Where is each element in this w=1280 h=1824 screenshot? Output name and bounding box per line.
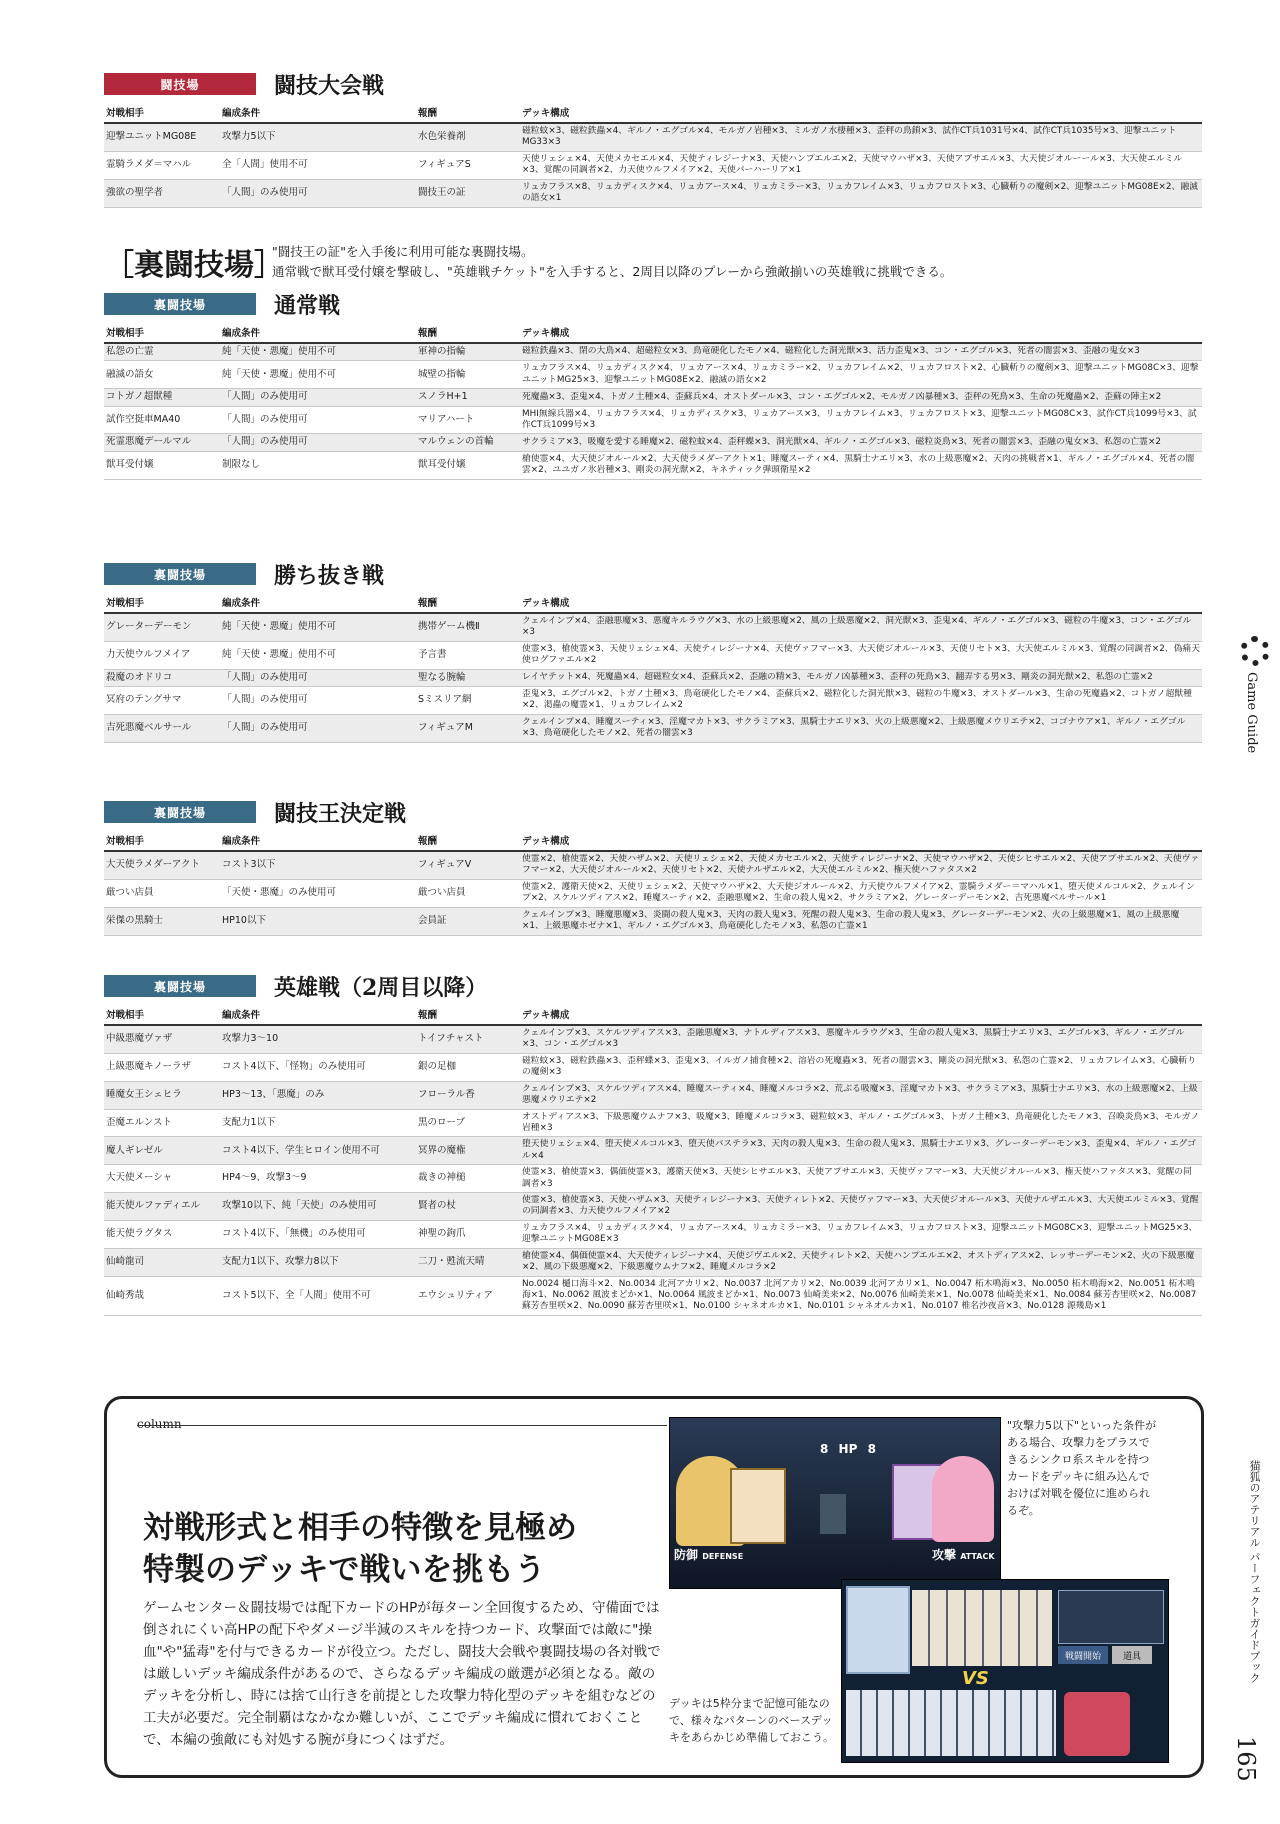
opponent-portrait bbox=[1064, 1692, 1130, 1756]
section-king-decider bbox=[104, 798, 1202, 936]
column-box bbox=[104, 1396, 1204, 1778]
attack-sub: ATTACK bbox=[960, 1552, 995, 1561]
cell-reward: 黒のローブ bbox=[416, 1109, 520, 1137]
cell-cond: 制限なし bbox=[220, 451, 416, 479]
cell-cond: HP10以下 bbox=[220, 907, 416, 935]
cell-opp: 中級悪魔ヴァザ bbox=[104, 1025, 220, 1053]
battle-table bbox=[104, 102, 1202, 208]
column-header-cond: 編成条件 bbox=[220, 322, 416, 343]
section-normal-battle bbox=[104, 290, 1202, 480]
column-header-deck: デッキ構成 bbox=[520, 1004, 1202, 1025]
ura-arena-intro bbox=[104, 236, 1194, 282]
hp-number-left: 8 bbox=[820, 1442, 829, 1456]
table-row bbox=[104, 1081, 1202, 1109]
table-row bbox=[104, 1053, 1202, 1081]
cell-reward: マリアハート bbox=[416, 406, 520, 434]
column-header-deck: デッキ構成 bbox=[520, 830, 1202, 851]
cell-deck: オストディアス×3、下級悪魔ウムナフ×3、吸魔×3、睡魔メルコラ×3、磁粒蚊×3、ギルノ・エグゴル×3、トガノ土種×3、鳥竜硬化したモノ×3、召喚炎鳥×3、モルガノ岩種×3 bbox=[520, 1109, 1202, 1137]
intro-line-1: "闘技王の証"を入手後に利用可能な裏闘技場。 bbox=[272, 244, 534, 259]
cell-reward: 会員証 bbox=[416, 907, 520, 935]
section-hero-battle bbox=[104, 972, 1202, 1316]
table-row bbox=[104, 1220, 1202, 1248]
table-row bbox=[104, 851, 1202, 879]
cell-cond: 支配力1以下、攻撃力8以下 bbox=[220, 1248, 416, 1276]
cell-reward: 携帯ゲーム機Ⅱ bbox=[416, 613, 520, 641]
table-row bbox=[104, 687, 1202, 715]
cell-reward: Sミスリア網 bbox=[416, 687, 520, 715]
cell-deck: レイヤテット×4、死魔蟲×4、超磁粒女×4、歪蘇兵×2、歪融の精×3、モルガノ凶暴種×3、歪秤の死鳥×3、翻弄する男×3、剛炎の洞光獣×2、私怨の亡霊×2 bbox=[520, 669, 1202, 686]
section-tag: 裏闘技場 bbox=[104, 801, 256, 823]
section-header bbox=[104, 798, 1202, 826]
section-header bbox=[104, 70, 1202, 98]
cell-reward: フィギュアS bbox=[416, 151, 520, 179]
table-row bbox=[104, 1193, 1202, 1221]
deck-info-panel bbox=[1058, 1590, 1164, 1644]
table-row bbox=[104, 389, 1202, 406]
defense-sub: DEFENSE bbox=[702, 1552, 744, 1561]
section-header bbox=[104, 290, 1202, 318]
cell-deck: 槍使霊×4、偶価使霊×4、大天使ティレジーナ×4、天使ジヴエル×2、天使ティレト×2、天使ハンプエルエ×2、オストディアス×2、レッサーデーモン×2、火の下級悪魔×2、風の下級悪魔×2、下級悪魔ウムナフ×2、睡魔メルコラ×2 bbox=[520, 1248, 1202, 1276]
table-row bbox=[104, 1165, 1202, 1193]
cell-opp: 大天使メーシャ bbox=[104, 1165, 220, 1193]
intro-text bbox=[272, 242, 952, 282]
cell-reward: 裁きの神槌 bbox=[416, 1165, 520, 1193]
cell-cond: 純「天使・悪魔」使用不可 bbox=[220, 641, 416, 669]
attack-text: 攻撃 bbox=[932, 1548, 957, 1562]
column-header-deck: デッキ構成 bbox=[520, 102, 1202, 123]
section-title: 英雄戦（2周目以降） bbox=[274, 974, 488, 1001]
cell-reward: 城壁の指輪 bbox=[416, 361, 520, 389]
cell-cond: HP4〜9、攻撃3〜9 bbox=[220, 1165, 416, 1193]
ura-arena-title: ［裏闘技場］ bbox=[104, 248, 284, 283]
column-header-opp: 対戦相手 bbox=[104, 592, 220, 613]
cell-reward: 二刀・甦流天晴 bbox=[416, 1248, 520, 1276]
game-guide-label: Game Guide bbox=[1244, 672, 1259, 754]
cell-opp: 厳つい店員 bbox=[104, 879, 220, 907]
cell-reward: 闘技王の証 bbox=[416, 179, 520, 207]
column-header-opp: 対戦相手 bbox=[104, 322, 220, 343]
section-title: 通常戦 bbox=[274, 292, 341, 319]
cell-opp: 上級悪魔キノーラザ bbox=[104, 1053, 220, 1081]
battle-table bbox=[104, 592, 1202, 743]
cell-deck: サクラミア×3、吸魔を愛する睡魔×2、磁粒蚊×4、歪秤蝶×3、洞光獣×4、ギルノ・エグゴル×3、磁粒炎鳥×3、死者の闇雲×3、歪融の鬼女×3、私怨の亡霊×2 bbox=[520, 434, 1202, 451]
cell-deck: 磁粒蚊×3、磁粒鉄蟲×3、歪秤蝶×3、歪鬼×3、イルガノ捕食種×2、溶岩の死魔蟲×3、死者の闇雲×3、剛炎の洞光獣×3、私怨の亡霊×2、リュカフレイム×3、心臓斬りの魔剣×3 bbox=[520, 1053, 1202, 1081]
table-row bbox=[104, 1276, 1202, 1315]
battle-start-button[interactable]: 戦闘開始 bbox=[1058, 1646, 1108, 1664]
cell-opp: 試作空挺車MA40 bbox=[104, 406, 220, 434]
column-header-reward: 報酬 bbox=[416, 102, 520, 123]
cell-opp: 迎撃ユニットMG08E bbox=[104, 123, 220, 151]
cell-reward: フィギュアV bbox=[416, 851, 520, 879]
section-tag: 裏闘技場 bbox=[104, 975, 256, 997]
cell-reward: 賢者の杖 bbox=[416, 1193, 520, 1221]
cell-opp: 私怨の亡霊 bbox=[104, 343, 220, 361]
cell-opp: グレーターデーモン bbox=[104, 613, 220, 641]
table-row bbox=[104, 343, 1202, 361]
cell-reward: 厳つい店員 bbox=[416, 879, 520, 907]
table-row bbox=[104, 613, 1202, 641]
cell-deck: リュカフラス×4、リュカディスク×4、リュカアース×4、リュカミラー×2、リュカフレイム×2、リュカフロスト×2、心臓斬りの魔剣×3、迎撃ユニットMG08C×3、迎撃ユニットMG25×3、迎撃ユニットMG08E×2、融滅の語女×2 bbox=[520, 361, 1202, 389]
vs-label: VS bbox=[962, 1668, 989, 1689]
defense-text: 防御 bbox=[674, 1548, 699, 1562]
cell-reward: 冥界の魔権 bbox=[416, 1137, 520, 1165]
cell-deck: 磁粒蚊×3、磁粒鉄蟲×4、ギルノ・エグゴル×4、モルガノ岩種×3、ミルガノ水棲種×3、歪秤の鳥鎖×3、試作CT兵1031号×4、試作CT兵1035号×3、迎撃ユニットMG33×3 bbox=[520, 123, 1202, 151]
deck-list bbox=[846, 1690, 1056, 1756]
section-tag: 裏闘技場 bbox=[104, 293, 256, 315]
cell-opp: 仙崎秀哉 bbox=[104, 1276, 220, 1315]
cell-deck: 歪鬼×3、エグゴル×2、トガノ土種×3、鳥竜硬化したモノ×4、歪蘇兵×2、磁粒化した洞光獣×3、磁粒の牛魔×3、オストダール×3、生命の死魔蟲×2、コトガノ超獣種×2、渇蟲の魔霊×1、リュカフレイム×2 bbox=[520, 687, 1202, 715]
cell-opp: 死霊悪魔デールマル bbox=[104, 434, 220, 451]
column-header-cond: 編成条件 bbox=[220, 592, 416, 613]
attack-label bbox=[932, 1546, 995, 1563]
cell-opp: コトガノ超獣種 bbox=[104, 389, 220, 406]
card-left bbox=[730, 1468, 786, 1544]
table-row bbox=[104, 1025, 1202, 1053]
cell-opp: 能天使ラグタス bbox=[104, 1220, 220, 1248]
section-header bbox=[104, 972, 1202, 1000]
cell-reward: エウシュリティア bbox=[416, 1276, 520, 1315]
section-arena-tournament bbox=[104, 70, 1202, 208]
table-row bbox=[104, 434, 1202, 451]
cell-cond: HP3〜13、「悪魔」のみ bbox=[220, 1081, 416, 1109]
cell-cond: 攻撃力3〜10 bbox=[220, 1025, 416, 1053]
table-row bbox=[104, 1248, 1202, 1276]
table-row bbox=[104, 907, 1202, 935]
section-tag: 闘技場 bbox=[104, 73, 256, 95]
table-row bbox=[104, 1137, 1202, 1165]
cell-cond: 「人間」のみ使用可 bbox=[220, 406, 416, 434]
cell-cond: 攻撃力5以下 bbox=[220, 123, 416, 151]
cell-reward: マルウェンの首輪 bbox=[416, 434, 520, 451]
table-row bbox=[104, 641, 1202, 669]
deck-stack bbox=[820, 1494, 846, 1534]
cell-deck: クェルインプ×3、スケルツディアス×3、歪融悪魔×3、ナトルディアス×3、悪魔キルラウグ×3、生命の殺人鬼×3、黒騎士ナエリ×3、エグゴル×3、ギルノ・エグゴル×3、コン・エグゴル×3 bbox=[520, 1025, 1202, 1053]
table-row bbox=[104, 123, 1202, 151]
table-row bbox=[104, 1109, 1202, 1137]
cell-cond: コスト5以下、全「人間」使用不可 bbox=[220, 1276, 416, 1315]
battle-table bbox=[104, 322, 1202, 480]
column-title-line-2: 特製のデッキで戦いを挑もう bbox=[143, 1552, 546, 1588]
column-header-reward: 報酬 bbox=[416, 322, 520, 343]
column-header-deck: デッキ構成 bbox=[520, 322, 1202, 343]
book-title: 猫狐のアテリアル パーフェクトガイドブック bbox=[1248, 1460, 1261, 1684]
cell-cond: コスト4以下、「無機」のみ使用可 bbox=[220, 1220, 416, 1248]
caption-bottom: デッキは5枠分まで記憶可能なので、様々なパターンのベースデッキをあらかじめ準備しておこう。 bbox=[669, 1697, 834, 1744]
column-body: ゲームセンター＆闘技場では配下カードのHPが毎ターン全回復するため、守備面では倒されにくい高HPの配下やダメージ半減のスキルを持つカード、攻撃面では敵に"操血"や"猛毒"を付与できるカードが役立つ。ただし、闘技大会戦や裏闘技場の各対戦では厳しいデッキ編成条件があるので、さらなるデッキ編成の厳選が必須となる。敵のデッキを分析し、時には捨て山行きを前提とした攻撃力特化型のデッキを組むなどの工夫が必要だ。完全制覇はなかなか難しいが、ここでデッキ編成に慣れておくことで、本編の強敵にも対処する腕が身につくはずだ。 bbox=[143, 1600, 661, 1748]
cell-reward: 聖なる腕輪 bbox=[416, 669, 520, 686]
cell-cond: 「人間」のみ使用可 bbox=[220, 434, 416, 451]
cell-reward: 銀の足枷 bbox=[416, 1053, 520, 1081]
cell-deck: リュカフラス×4、リュカディスク×4、リュカアース×4、リュカミラー×3、リュカフレイム×3、リュカフロスト×3、迎撃ユニットMG08C×3、迎撃ユニットMG25×3、迎撃ユニットMG08E×3 bbox=[520, 1220, 1202, 1248]
table-row bbox=[104, 151, 1202, 179]
cell-reward: トイフチャスト bbox=[416, 1025, 520, 1053]
cell-deck: 磁粒鉄蟲×3、閉の大鳥×4、超磁粒女×3、鳥竜硬化したモノ×4、磁粒化した洞光獣×3、活力歪鬼×3、コン・エグゴル×3、死者の闇雲×3、歪融の鬼女×3 bbox=[520, 343, 1202, 361]
defense-label bbox=[674, 1546, 743, 1563]
table-row bbox=[104, 669, 1202, 686]
cell-opp: 力天使ウルフメイア bbox=[104, 641, 220, 669]
cell-opp: 魔人ギレゼル bbox=[104, 1137, 220, 1165]
cell-deck: リュカフラス×8、リュカディスク×4、リュカアース×4、リュカミラー×3、リュカフレイム×3、リュカフロスト×3、心臓斬りの魔剣×2、迎撃ユニットMG08E×2、融滅の語女×1 bbox=[520, 179, 1202, 207]
cell-deck: MHI無線兵器×4、リュカフラス×4、リュカディスク×3、リュカアース×3、リュカフレイム×3、リュカフロスト×3、迎撃ユニットMG08C×3、試作CT兵1099号×3、試作CT兵1099号×3 bbox=[520, 406, 1202, 434]
hp-label: HP bbox=[838, 1442, 858, 1456]
cell-cond: 全「人間」使用不可 bbox=[220, 151, 416, 179]
column-header-opp: 対戦相手 bbox=[104, 830, 220, 851]
cell-deck: 槍使霊×4、大天使ジオルール×2、大天使ラメダーアクト×1、睡魔スーティ×4、黒騎士ナエリ×3、水の上級悪魔×2、天肉の挑戦者×1、ギルノ・エグゴル×4、死者の闇雲×2、ユユガノ氷岩種×3、剛炎の洞光獣×2、キネティック弾頭衛星×2 bbox=[520, 451, 1202, 479]
cell-cond: 「人間」のみ使用可 bbox=[220, 389, 416, 406]
section-title: 闘技大会戦 bbox=[274, 72, 385, 99]
cell-deck: クェルインプ×3、睡魔悪魔×3、炎闘の殺人鬼×3、天肉の殺人鬼×3、死醒の殺人鬼×3、生命の殺人鬼×3、グレーターデーモン×2、火の上級悪魔×1、風の上級悪魔×1、上級悪魔ホゼナ×1、ギルノ・エグゴル×3、鳥竜硬化したモノ×3、私怨の亡霊×1 bbox=[520, 907, 1202, 935]
cell-deck: 使霊×3、槍使霊×3、偶価使霊×3、護衛天使×3、天使シヒサエル×3、天使アプサエル×3、天使ヴァフマー×3、大天使ジオルール×3、権天使ハファタス×3、覚醒の同調者×3 bbox=[520, 1165, 1202, 1193]
section-tag: 裏闘技場 bbox=[104, 563, 256, 585]
column-header-cond: 編成条件 bbox=[220, 102, 416, 123]
table-row bbox=[104, 714, 1202, 742]
cell-reward: スノラH+1 bbox=[416, 389, 520, 406]
cell-opp: 吉死悪魔ベルサール bbox=[104, 714, 220, 742]
cell-deck: 使霊×2、護衛天使×2、天使リェシェ×2、天使マウハザ×2、大天使ジオルール×2、力天使ウルフメイア×2、霊騎ラメダー＝マハル×1、堕天使メルコル×2、クェルインプ×2、スケルツディアス×2、睡魔スーティ×2、歪融悪魔×2、生命の殺人鬼×2、サクラミア×2、グレーターデーモン×2、吉死悪魔ベルサール×1 bbox=[520, 879, 1202, 907]
cell-opp: 大天使ラメダーアクト bbox=[104, 851, 220, 879]
cell-reward: 予言書 bbox=[416, 641, 520, 669]
cell-cond: 「人間」のみ使用可 bbox=[220, 714, 416, 742]
cell-opp: 融滅の語女 bbox=[104, 361, 220, 389]
cell-cond: 純「天使・悪魔」使用不可 bbox=[220, 361, 416, 389]
cell-opp: 殺魔のオドリコ bbox=[104, 669, 220, 686]
section-header bbox=[104, 560, 1202, 588]
page-number: 165 bbox=[1232, 1736, 1260, 1782]
cell-deck: No.0024 樋口海斗×2、No.0034 北河アカリ×2、No.0037 北河アカリ×2、No.0039 北河アカリ×1、No.0047 柘木鳴海×3、No.0050 柘木鳴海×2、No.0051 柘木鳴海×1、No.0062 風波まどか×1、No.0064 風波まどか×1、No.0073 仙崎美来×2、No.0076 仙崎美来×1、No.0078 仙崎美来×1、No.0084 蘇芳杏里咲×2、No.0087 蘇芳杏里咲×2、No.0090 蘇芳杏里咲×1、No.0100 シャネオルカ×1、No.0101 シャネオルカ×1、No.0107 椎名沙夜音×3、No.0128 源幾島×1 bbox=[520, 1276, 1202, 1315]
cell-deck: クェルインプ×3、スケルツディアス×4、睡魔スーティ×4、睡魔メルコラ×2、荒ぶる吸魔×3、淫魔マカト×3、サクラミア×3、黒騎士ナエリ×3、水の上級悪魔×2、上級悪魔メウリエテ×2 bbox=[520, 1081, 1202, 1109]
cell-reward: 軍神の指輪 bbox=[416, 343, 520, 361]
battle-screenshot bbox=[669, 1417, 1001, 1589]
column-header-cond: 編成条件 bbox=[220, 1004, 416, 1025]
cell-cond: コスト4以下、学生ヒロイン使用不可 bbox=[220, 1137, 416, 1165]
cell-deck: 使霊×2、槍使霊×2、天使ハザム×2、天使リェシェ×2、天使メカセエル×2、天使ティレジーナ×2、天使マウハザ×2、天使シヒサエル×2、天使アプサエル×2、天使ヴァフマー×2、大天使ジオルール×2、天使リセト×2、天使ナルザエル×2、大天使エルミル×2、権天使ハファタス×2 bbox=[520, 851, 1202, 879]
column-header-reward: 報酬 bbox=[416, 830, 520, 851]
cell-opp: 冥府のテングサマ bbox=[104, 687, 220, 715]
column-header-opp: 対戦相手 bbox=[104, 1004, 220, 1025]
column-title bbox=[143, 1507, 577, 1591]
cell-cond: 支配力1以下 bbox=[220, 1109, 416, 1137]
cell-reward: フローラル香 bbox=[416, 1081, 520, 1109]
section-title: 勝ち抜き戦 bbox=[274, 562, 385, 589]
cell-cond: 純「天使・悪魔」使用不可 bbox=[220, 343, 416, 361]
cell-opp: 霊騎ラメダ＝マハル bbox=[104, 151, 220, 179]
cell-opp: 仙崎龍司 bbox=[104, 1248, 220, 1276]
cell-deck: 堕天使リェシェ×4、堕天使メルコル×3、堕天使パステラ×3、天肉の殺人鬼×3、生命の殺人鬼×3、黒騎士ナエリ×3、グレーターデーモン×3、歪鬼×4、ギルノ・エグゴル×4 bbox=[520, 1137, 1202, 1165]
cell-opp: 歪魔エルンスト bbox=[104, 1109, 220, 1137]
cell-reward: 獣耳受付嬢 bbox=[416, 451, 520, 479]
cell-deck: 天使リェシェ×4、天使メカセエル×4、天使ティレジーナ×3、天使ハンプエルエ×2、天使マウハザ×3、天使アプサエル×3、大天使ジオルーール×3、大天使エルミル×3、覚醒の同調者×2、力天使ウルフメイア×2、天使パーハーリア×1 bbox=[520, 151, 1202, 179]
hp-display bbox=[820, 1442, 876, 1456]
section-survival-battle bbox=[104, 560, 1202, 743]
table-row bbox=[104, 179, 1202, 207]
cell-opp: 睡魔女王シェヒラ bbox=[104, 1081, 220, 1109]
cell-cond: 「天使・悪魔」のみ使用可 bbox=[220, 879, 416, 907]
cell-opp: 強欲の聖学者 bbox=[104, 179, 220, 207]
intro-line-2: 通常戦で獣耳受付嬢を撃破し、"英雄戦チケット"を入手すると、2周目以降のプレーから強敵揃いの英雄戦に挑戦できる。 bbox=[272, 264, 953, 279]
cell-deck: クェルインプ×4、歪融悪魔×3、悪魔キルラウグ×3、水の上級悪魔×2、風の上級悪魔×2、洞光獣×3、歪鬼×4、ギルノ・エグゴル×3、磁粒の牛魔×3、コン・エグゴル×3 bbox=[520, 613, 1202, 641]
table-row bbox=[104, 451, 1202, 479]
column-header-reward: 報酬 bbox=[416, 1004, 520, 1025]
cell-deck: 使霊×3、槍使霊×3、天使ハザム×3、天使ティレジーナ×3、天使ティレト×2、天使ヴァフマー×3、大天使ジオルール×3、天使ナルザエル×3、大天使エルミル×3、覚醒の同調者×3、力天使ウルフメイア×2 bbox=[520, 1193, 1202, 1221]
section-title: 闘技王決定戦 bbox=[274, 800, 407, 827]
battle-table bbox=[104, 830, 1202, 936]
cell-cond: 攻撃10以下、純「天使」のみ使用可 bbox=[220, 1193, 416, 1221]
column-header-cond: 編成条件 bbox=[220, 830, 416, 851]
cell-cond: 純「天使・悪魔」使用不可 bbox=[220, 613, 416, 641]
card-grid bbox=[912, 1590, 1052, 1666]
column-header-opp: 対戦相手 bbox=[104, 102, 220, 123]
cell-cond: コスト4以下、「怪物」のみ使用可 bbox=[220, 1053, 416, 1081]
cell-opp: 獣耳受付嬢 bbox=[104, 451, 220, 479]
cell-reward: フィギュアM bbox=[416, 714, 520, 742]
cell-opp: 能天使ルファディエル bbox=[104, 1193, 220, 1221]
column-header-reward: 報酬 bbox=[416, 592, 520, 613]
character-portrait-right bbox=[932, 1456, 994, 1542]
cell-cond: 「人間」のみ使用可 bbox=[220, 687, 416, 715]
cell-cond: 「人間」のみ使用可 bbox=[220, 179, 416, 207]
deck-edit-screenshot bbox=[841, 1579, 1169, 1763]
column-label: column bbox=[137, 1417, 182, 1431]
table-row bbox=[104, 406, 1202, 434]
gear-icon bbox=[1240, 636, 1270, 666]
cell-deck: クェルインプ×4、睡魔スーティ×3、淫魔マカト×3、サクラミア×3、黒騎士ナエリ×3、火の上級悪魔×2、上級悪魔メウリエテ×2、コゴナウア×1、ギルノ・エグゴル×3、鳥竜硬化したモノ×2、死者の闇雲×3 bbox=[520, 714, 1202, 742]
table-row bbox=[104, 361, 1202, 389]
table-row bbox=[104, 879, 1202, 907]
hp-number-right: 8 bbox=[867, 1442, 876, 1456]
battle-table bbox=[104, 1004, 1202, 1316]
cell-cond: 「人間」のみ使用可 bbox=[220, 669, 416, 686]
column-title-line-1: 対戦形式と相手の特徴を見極め bbox=[143, 1510, 577, 1546]
cell-opp: 栄傑の黒騎士 bbox=[104, 907, 220, 935]
caption-top: "攻撃力5以下"といった条件がある場合、攻撃力をプラスできるシンクロ系スキルを持つカードをデッキに組み込んでおけば対戦を優位に進められるぞ。 bbox=[1007, 1419, 1157, 1517]
cell-reward: 水色栄養剤 bbox=[416, 123, 520, 151]
cell-deck: 使霊×3、槍使霊×3、天使リェシェ×4、天使ティレジーナ×4、天使ヴァフマー×3、大天使ジオルール×3、天使リセト×3、大天使エルミル×3、覚醒の同調者×2、偽痛天使ログファエル×2 bbox=[520, 641, 1202, 669]
item-button[interactable]: 道具 bbox=[1112, 1646, 1152, 1664]
cell-cond: コスト3以下 bbox=[220, 851, 416, 879]
card-preview bbox=[846, 1586, 910, 1674]
cell-reward: 神聖の鉤爪 bbox=[416, 1220, 520, 1248]
column-header-deck: デッキ構成 bbox=[520, 592, 1202, 613]
cell-deck: 死魔蟲×3、歪鬼×4、トガノ土種×4、歪蘇兵×4、オストダール×3、コン・エグゴル×2、モルガノ凶暴種×3、歪秤の死鳥×3、生命の死魔蟲×2、歪蘇の陣主×2 bbox=[520, 389, 1202, 406]
column-rule bbox=[137, 1425, 667, 1426]
